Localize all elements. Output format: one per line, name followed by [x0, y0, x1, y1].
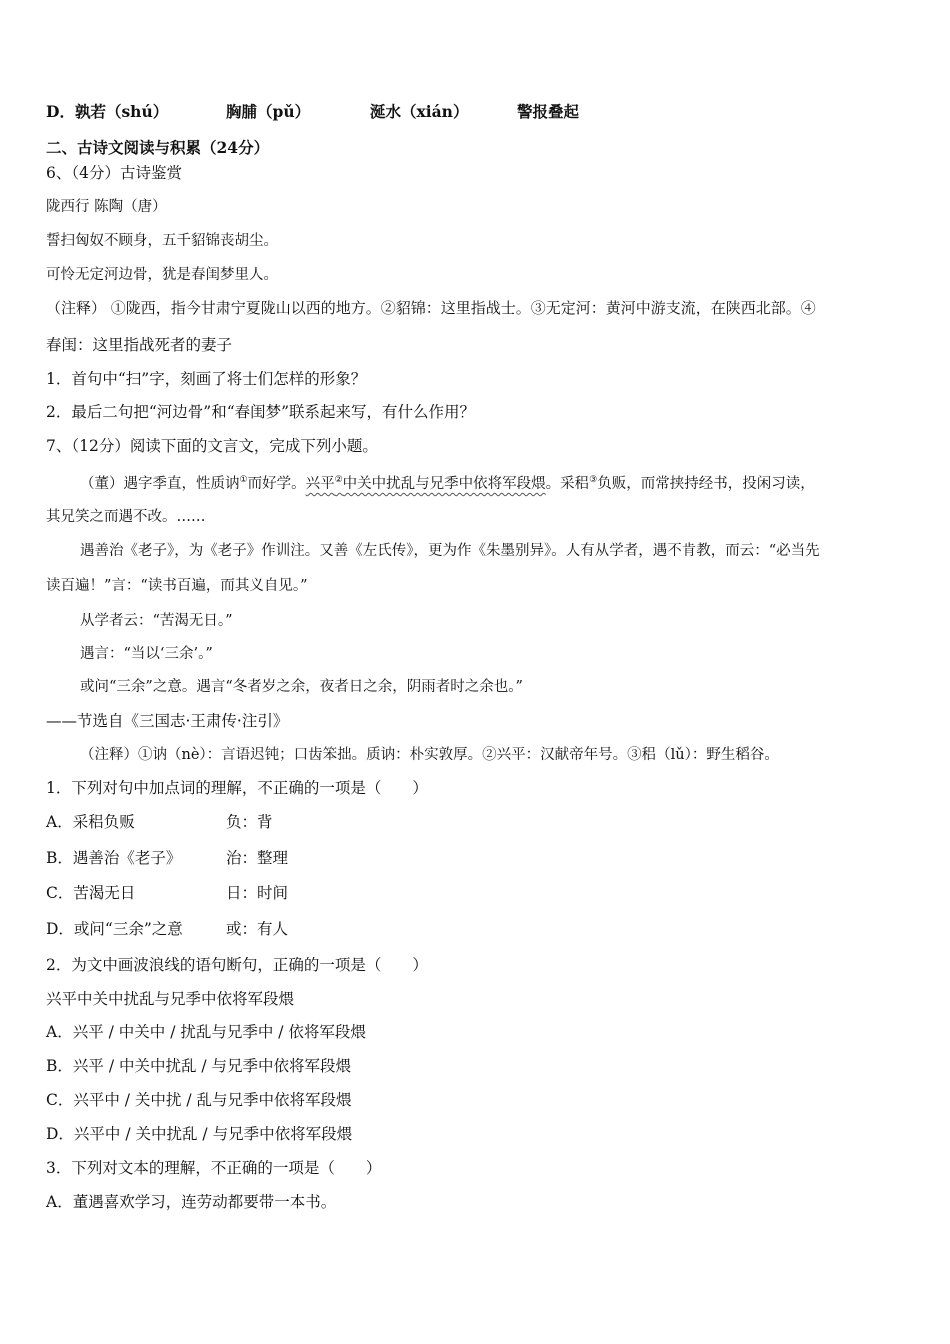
q7-passage-p3: 从学者云：“苦渴无日。” — [80, 613, 233, 629]
q7-sub1-option-b — [46, 848, 181, 868]
option-d-item-1: 孰若（shú） — [74, 102, 169, 121]
note-mark-1: ① — [239, 475, 248, 485]
q7-p1-text-a: （董）遇字季直，性质讷 — [80, 476, 240, 492]
q7-sub2-option-d: D．兴平中 / 关中扰乱 / 与兄季中依将军段煨 — [46, 1125, 353, 1143]
note-mark-2: ② — [334, 475, 343, 485]
q6-note-line-1: （注释） ①陇西，指今甘肃宁夏陇山以西的地方。②貂锦：这里指战士。③无定河：黄河中游支流，在陕西北部。④ — [46, 299, 816, 317]
option-text: A．采稆负贩 — [46, 813, 135, 831]
q7-p1-text-c: 。采稆 — [545, 476, 590, 492]
q7-p1-text-b: 而好学。 — [247, 476, 306, 492]
q7-sub-question-1: 1．下列对句中加点词的理解，不正确的一项是（ ） — [46, 779, 428, 797]
option-d-label: D． — [46, 102, 75, 121]
q7-sub1-option-a — [46, 812, 135, 832]
q7-header: 7、（12分）阅读下面的文言文，完成下列小题。 — [46, 437, 378, 455]
option-text: B．遇善治《老子》 — [46, 849, 182, 867]
q6-header: 6、（4分）古诗鉴赏 — [46, 164, 182, 182]
q7-sub1-option-c-gloss: 日：时间 — [226, 884, 289, 902]
q7-p1-wavy-a: 兴平 — [305, 476, 335, 492]
option-text: C．苦渴无日 — [46, 884, 136, 902]
q7-sub2-option-a: A．兴平 / 中关中 / 扰乱与兄季中 / 依将军段煨 — [46, 1023, 366, 1041]
q7-sub1-option-d-gloss: 或：有人 — [226, 920, 289, 938]
note-mark-3: ③ — [589, 475, 598, 485]
option-d-item-2: 胸脯（pǔ） — [226, 102, 311, 121]
q6-sub-question-1: 1．首句中“扫”字，刻画了将士们怎样的形象？ — [46, 370, 367, 388]
q7-note: （注释）①讷（nè）：言语迟钝；口齿笨拙。质讷：朴实敦厚。②兴平：汉献帝年号。③稆（lǔ）：野生稻谷。 — [80, 747, 779, 763]
q7-sub1-option-c — [46, 883, 135, 903]
q7-sub1-option-b-gloss: 治：整理 — [226, 849, 289, 867]
option-d-row — [46, 102, 168, 122]
option-d-item-3: 涎水（xián） — [370, 102, 469, 121]
q7-sub3-option-a: A．董遇喜欢学习，连劳动都要带一本书。 — [46, 1193, 337, 1211]
option-text: D．或问“三余”之意 — [46, 920, 183, 938]
q6-poem-line-1: 誓扫匈奴不顾身，五千貂锦丧胡尘。 — [46, 233, 278, 249]
q6-poem-title: 陇西行 陈陶（唐） — [46, 199, 167, 215]
q7-p1-text-d: 负贩，而常挟持经书，投闲习读， — [597, 476, 815, 492]
q7-sub2-option-b: B．兴平 / 中关中扰乱 / 与兄季中依将军段煨 — [46, 1057, 352, 1075]
q6-poem-line-2: 可怜无定河边骨，犹是春闺梦里人。 — [46, 267, 278, 283]
q7-sub-question-3: 3．下列对文本的理解，不正确的一项是（ ） — [46, 1159, 382, 1177]
q6-sub-question-2: 2．最后二句把“河边骨”和“春闺梦”联系起来写，有什么作用？ — [46, 403, 476, 421]
q7-passage-p2-line-2: 读百遍！”言：“读书百遍，而其义自见。” — [46, 578, 308, 594]
section-title: 二、古诗文阅读与积累（24分） — [46, 138, 270, 157]
q6-note-line-2: 春闺：这里指战死者的妻子 — [46, 336, 233, 354]
q7-sub-question-2: 2．为文中画波浪线的语句断句，正确的一项是（ ） — [46, 956, 428, 974]
q7-passage-p1-line-2: 其兄笑之而遇不改。…… — [46, 509, 206, 525]
option-d-item-4: 警报叠起 — [517, 102, 580, 121]
q7-passage-p4: 遇言：“当以‘三余’。” — [80, 646, 213, 662]
q7-source: ——节选自《三国志·王肃传·注引》 — [46, 712, 289, 730]
q7-sub1-option-a-gloss: 负：背 — [226, 813, 273, 831]
q7-passage-p2-line-1: 遇善治《老子》，为《老子》作训注。又善《左氏传》，更为作《朱墨别异》。人有从学者，遇不肯教，而云：“必当先 — [80, 543, 820, 559]
q7-sub2-option-c: C．兴平中 / 关中扰 / 乱与兄季中依将军段煨 — [46, 1091, 352, 1109]
q7-passage-p1-line-1 — [80, 470, 815, 494]
q7-sub1-option-d — [46, 919, 183, 939]
q7-sub2-sentence: 兴平中关中扰乱与兄季中依将军段煨 — [46, 990, 295, 1008]
q7-passage-p5: 或问“三余”之意。遇言“冬者岁之余，夜者日之余，阴雨者时之余也。” — [80, 679, 523, 695]
wavy-underlined-sentence — [306, 476, 546, 492]
q7-p1-wavy-b: 中关中扰乱与兄季中依将军段煨 — [342, 476, 546, 492]
